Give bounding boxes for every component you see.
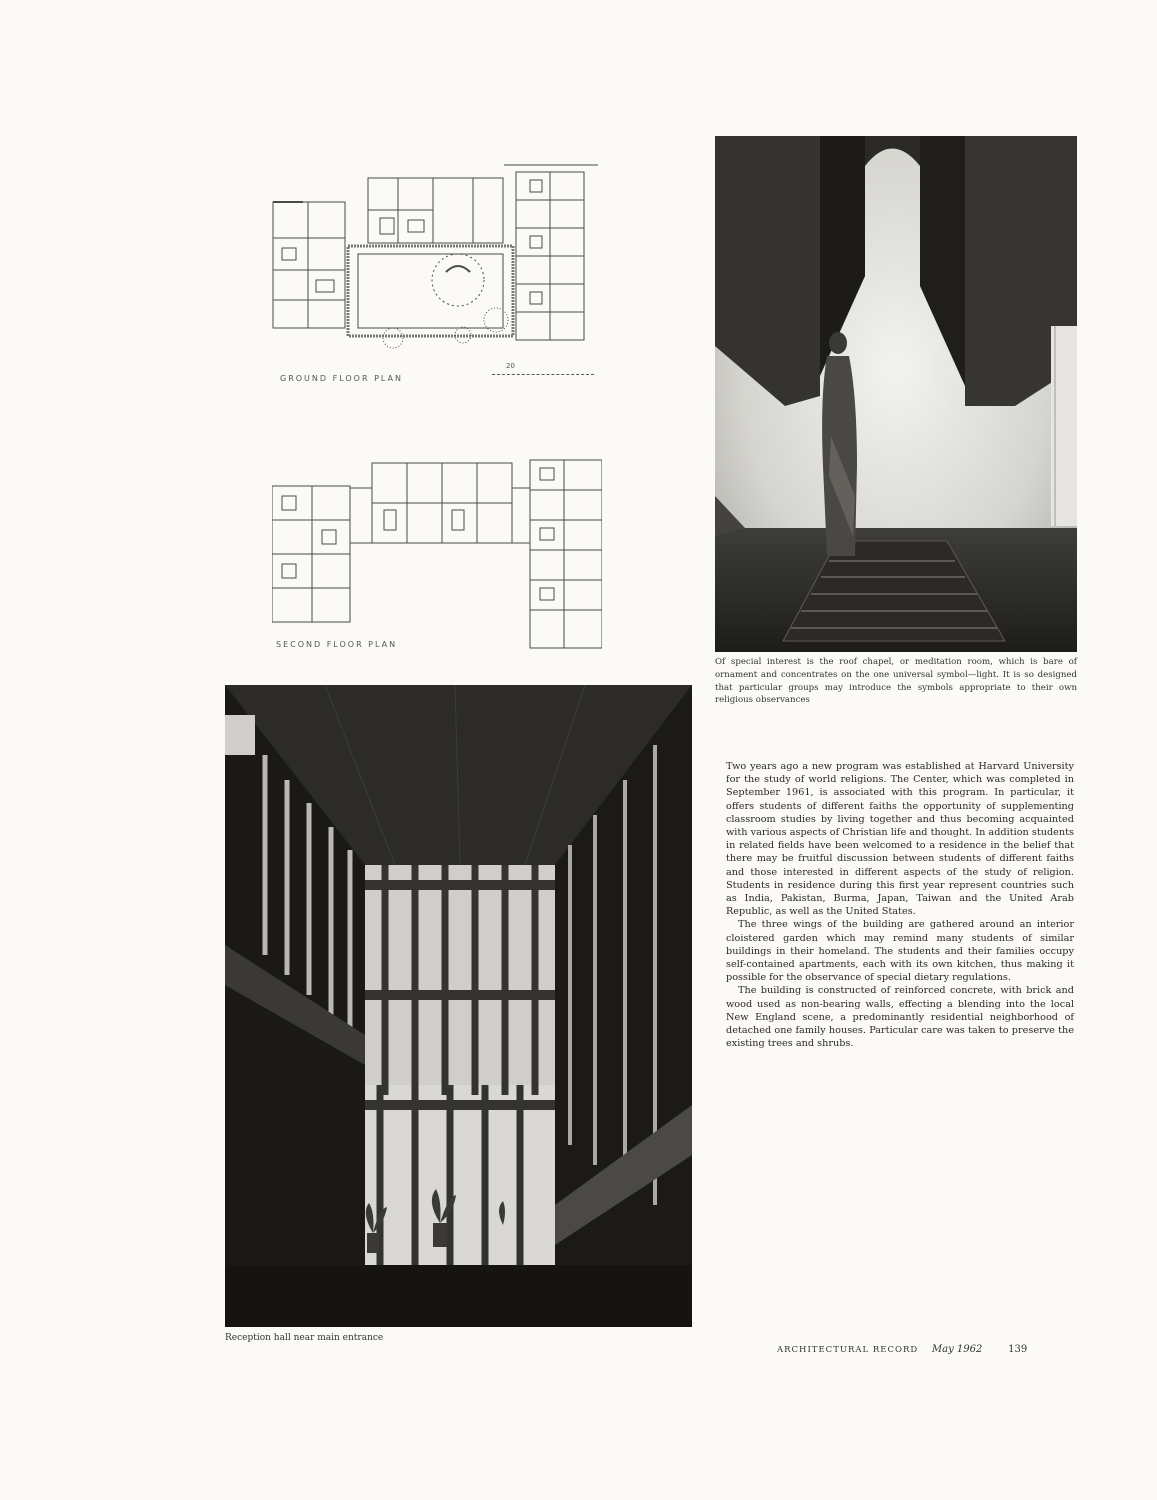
article-paragraph-2: The three wings of the building are gathered around an interior cloistered garden which may remind many students of similar buildings in their homeland. The students and their families occupy self-contained apartments, each with its own kitchen, thus making it possible for the observance of special dietary regulations. — [726, 919, 1074, 984]
article-paragraph-1: Two years ago a new program was established at Harvard University for the study of world religions. The Center, which was completed in September 1961, is associated with this program. In particular, it offers students of different faiths the opportunity of supplementing classroom studies by living together and thus becoming acquainted with various aspects of Christian life and thought. In addition students in related fields have been welcomed to a residence in the belief that there may be fruitful discussion between students of different faiths and those interested in different aspects of the study of religion. Students in residence during this first year represent countries such as India, Pakistan, Burma, Japan, Taiwan and the United Arab Republic, as well as the United States. — [726, 761, 1074, 918]
ground-floor-plan — [268, 160, 598, 355]
reception-caption: Reception hall near main entrance — [225, 1333, 384, 1343]
chapel-caption: Of special interest is the roof chapel, or meditation room, which is bare of ornament and concentrates on the one universal symbol—light. It is so designed that particular groups may introduce the symbols appropriate to their own religious observances — [715, 657, 1077, 706]
reception-hall-photo — [225, 685, 692, 1327]
article-body — [726, 760, 1074, 1050]
page-number: 139 — [1008, 1344, 1028, 1355]
second-floor-plan-drawing — [272, 458, 602, 650]
second-floor-plan-label: SECOND FLOOR PLAN — [276, 640, 398, 649]
scale-bar — [492, 362, 594, 379]
page-footer — [777, 1344, 1077, 1355]
ground-floor-plan-label: GROUND FLOOR PLAN — [280, 374, 403, 383]
scale-number: 20 — [506, 362, 515, 370]
ground-floor-plan-drawing — [268, 160, 598, 355]
publication-name: ARCHITECTURAL RECORD — [777, 1345, 919, 1355]
chapel-photo-image — [715, 136, 1077, 652]
chapel-photo — [715, 136, 1077, 652]
reception-hall-photo-image — [225, 685, 692, 1327]
second-floor-plan — [272, 458, 602, 650]
article-paragraph-3: The building is constructed of reinforced concrete, with brick and wood used as non-bearing walls, effecting a blending into the local New England scene, a predominantly residential neighborhood of detached one family houses. Particular care was taken to preserve the existing trees and shrubs. — [726, 985, 1074, 1050]
issue-date: May 1962 — [931, 1344, 983, 1355]
